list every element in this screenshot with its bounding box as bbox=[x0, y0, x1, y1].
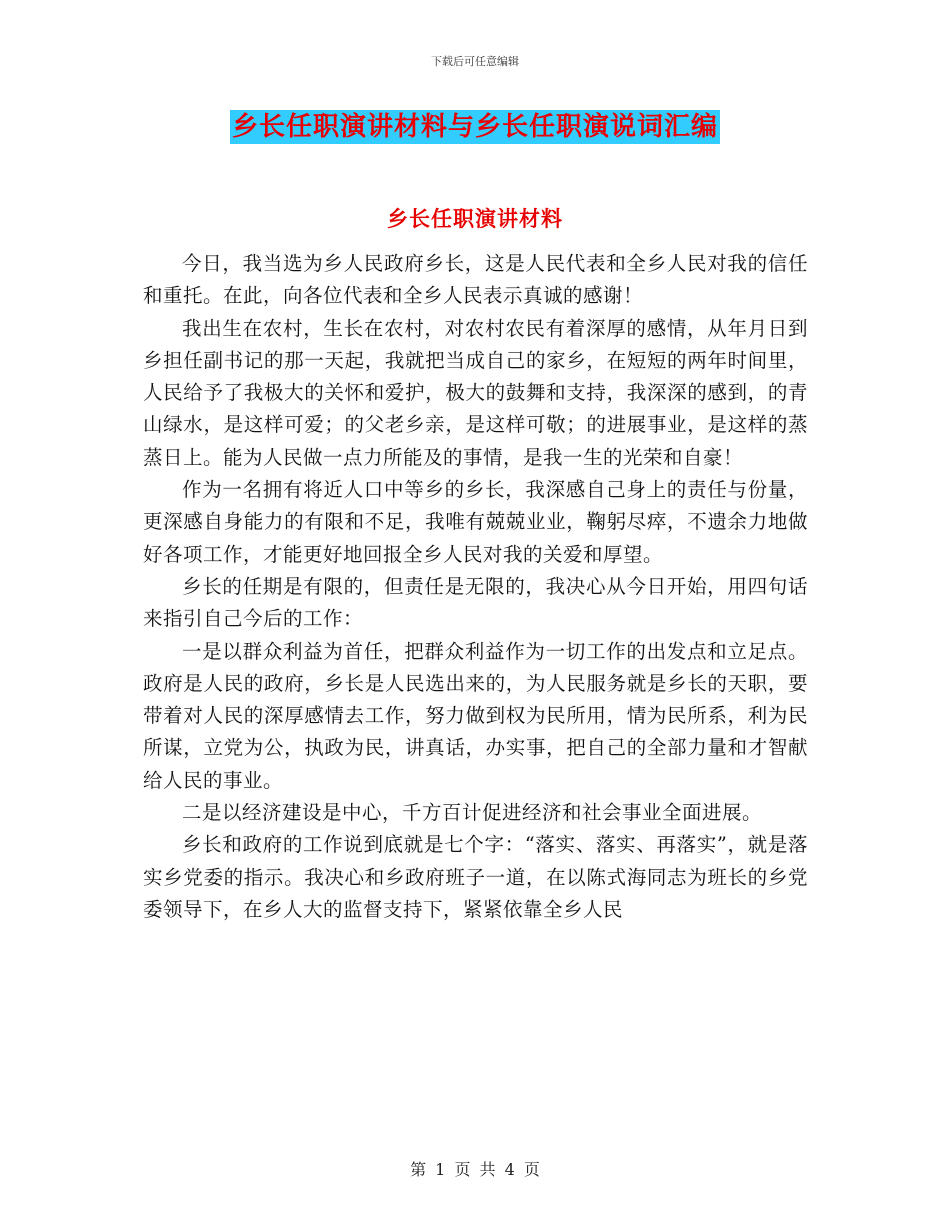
paragraph: 一是以群众利益为首任，把群众利益作为一切工作的出发点和立足点。政府是人民的政府，乡长是人民选出来的，为人民服务就是乡长的天职，要带着对人民的深厚感情去工作，努力做到权为民所用，情为民所系，利为民所谋，立党为公，执政为民，讲真话，办实事，把自己的全部力量和才智献给人民的事业。 bbox=[143, 639, 808, 792]
document-title: 乡长任职演讲材料与乡长任职演说词汇编 bbox=[231, 112, 718, 142]
page-header-note: 下载后可任意编辑 bbox=[431, 55, 519, 68]
page-number-footer: 第 1 页 共 4 页 bbox=[410, 1160, 540, 1179]
document-title-container bbox=[0, 110, 950, 144]
paragraph: 我出生在农村，生长在农村，对农村农民有着深厚的感情，从年月日到乡担任副书记的那一天起，我就把当成自己的家乡，在短短的两年时间里，人民给予了我极大的关怀和爱护，极大的鼓舞和支持，我深深的感到，的青山绿水，是这样可爱；的父老乡亲，是这样可敬；的进展事业，是这样的蒸蒸日上。能为人民做一点力所能及的事情，是我一生的光荣和自豪！ bbox=[143, 316, 808, 469]
section-title: 乡长任职演讲材料 bbox=[387, 207, 563, 231]
paragraph: 乡长的任期是有限的，但责任是无限的，我决心从今日开始，用四句话来指引自己今后的工作： bbox=[143, 574, 808, 631]
paragraph: 作为一名拥有将近人口中等乡的乡长，我深感自己身上的责任与份量，更深感自身能力的有限和不足，我唯有兢兢业业，鞠躬尽瘁，不遗余力地做好各项工作，才能更好地回报全乡人民对我的关爱和厚望。 bbox=[143, 478, 808, 566]
paragraph: 乡长和政府的工作说到底就是七个字：“落实、落实、再落实”，就是落实乡党委的指示。我决心和乡政府班子一道，在以陈式海同志为班长的乡党委领导下，在乡人大的监督支持下，紧紧依靠全乡人民 bbox=[143, 833, 808, 921]
paragraph: 二是以经济建设是中心，千方百计促进经济和社会事业全面进展。 bbox=[182, 801, 763, 825]
document-body bbox=[143, 248, 808, 926]
paragraph: 今日，我当选为乡人民政府乡长，这是人民代表和全乡人民对我的信任和重托。在此，向各位代表和全乡人民表示真诚的感谢！ bbox=[143, 252, 808, 308]
